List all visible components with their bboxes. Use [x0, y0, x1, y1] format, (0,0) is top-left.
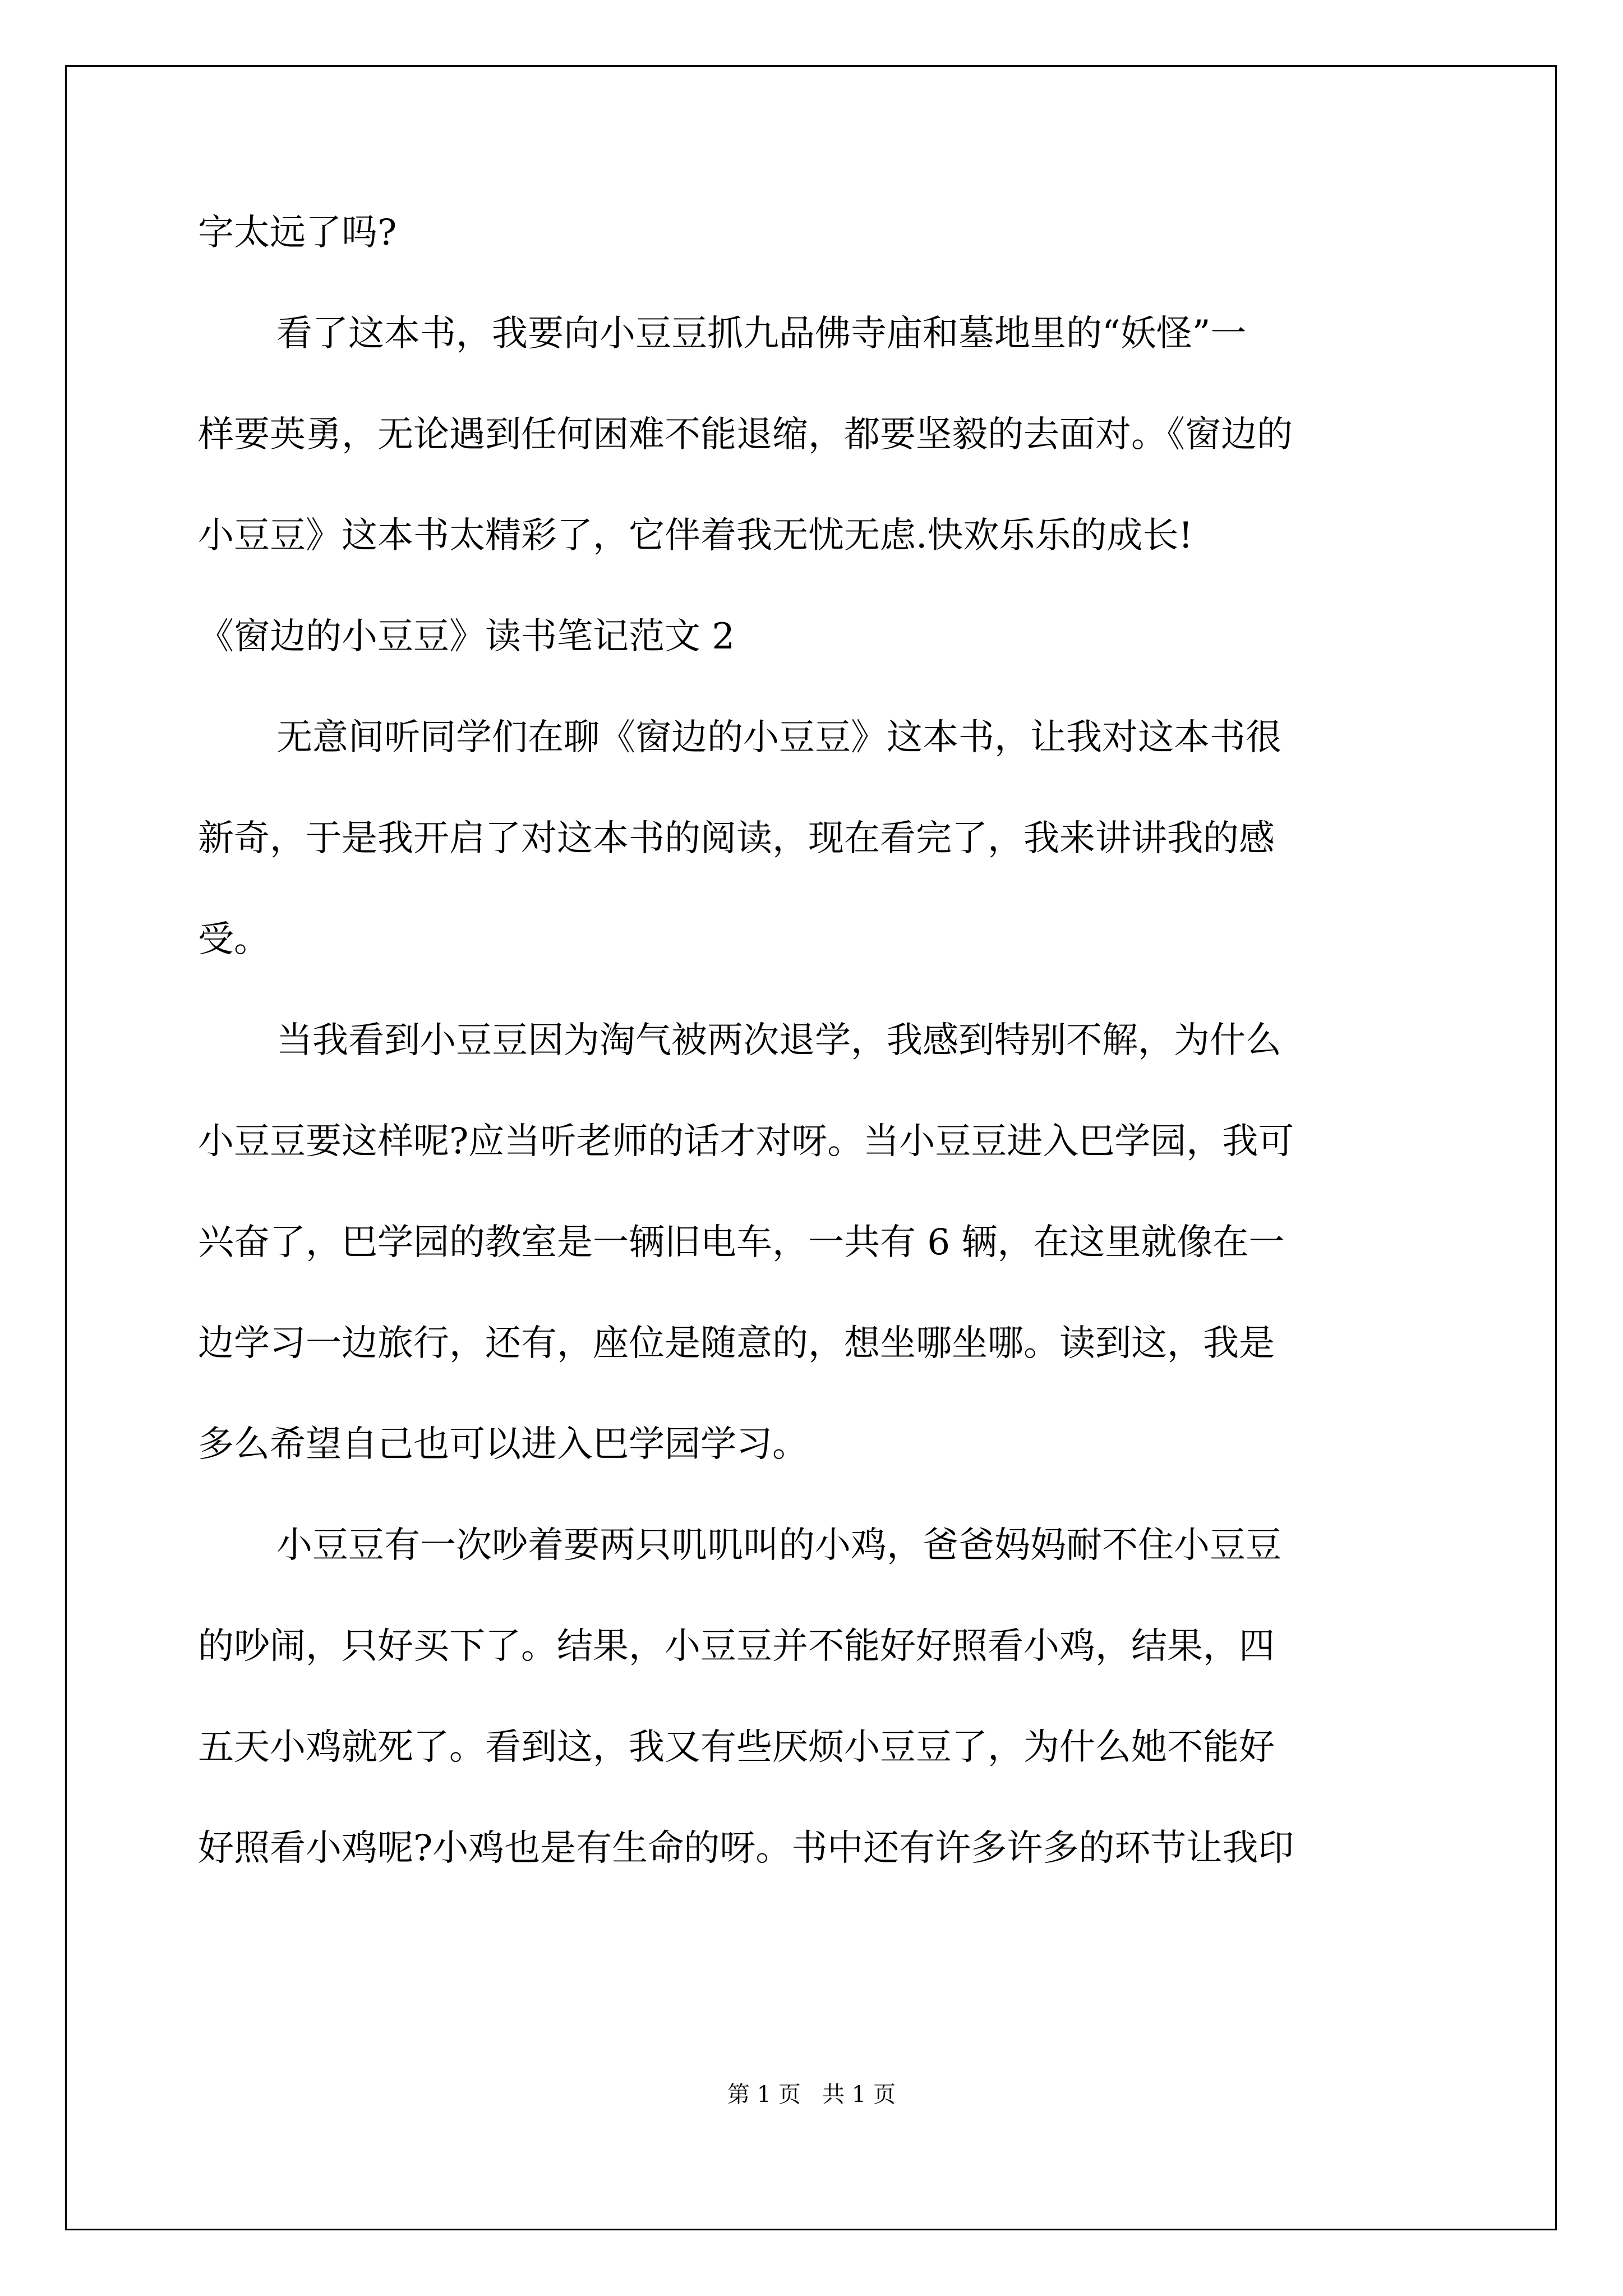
text-line-15: 的吵闹，只好买下了。结果，小豆豆并不能好好照看小鸡，结果，四 — [198, 1626, 1275, 1667]
text-line-6: 无意间听同学们在聊《窗边的小豆豆》这本书，让我对这本书很 — [276, 717, 1281, 758]
section-heading: 《窗边的小豆豆》读书笔记范文 2 — [198, 616, 735, 657]
text-line-3: 样要英勇，无论遇到任何困难不能退缩，都要坚毅的去面对。《窗边的 — [198, 414, 1293, 455]
text-line-12: 边学习一边旅行，还有，座位是随意的，想坐哪坐哪。读到这，我是 — [198, 1323, 1275, 1364]
text-line-11: 兴奋了，巴学园的教室是一辆旧电车，一共有 6 辆，在这里就像在一 — [198, 1222, 1285, 1263]
text-line-17: 好照看小鸡呢?小鸡也是有生命的呀。书中还有许多许多的环节让我印 — [198, 1828, 1294, 1869]
text-line-9: 当我看到小豆豆因为淘气被两次退学，我感到特别不解，为什么 — [276, 1020, 1281, 1061]
text-line-1: 字太远了吗? — [198, 212, 397, 254]
text-line-2: 看了这本书，我要向小豆豆抓九品佛寺庙和墓地里的“妖怪”一 — [276, 313, 1247, 355]
text-line-4: 小豆豆》这本书太精彩了，它伴着我无忧无虑.快欢乐乐的成长! — [198, 515, 1193, 556]
text-line-13: 多么希望自己也可以进入巴学园学习。 — [198, 1424, 808, 1465]
document-body — [198, 210, 1426, 1871]
text-line-14: 小豆豆有一次吵着要两只叽叽叫的小鸡，爸爸妈妈耐不住小豆豆 — [276, 1525, 1281, 1566]
text-line-16: 五天小鸡就死了。看到这，我又有些厌烦小豆豆了，为什么她不能好 — [198, 1727, 1275, 1768]
text-line-8: 受。 — [198, 919, 270, 960]
text-line-10: 小豆豆要这样呢?应当听老师的话才对呀。当小豆豆进入巴学园，我可 — [198, 1121, 1294, 1162]
page-number-footer: 第 1 页 共 1 页 — [727, 2082, 896, 2108]
text-line-7: 新奇，于是我开启了对这本书的阅读，现在看完了，我来讲讲我的感 — [198, 818, 1275, 859]
